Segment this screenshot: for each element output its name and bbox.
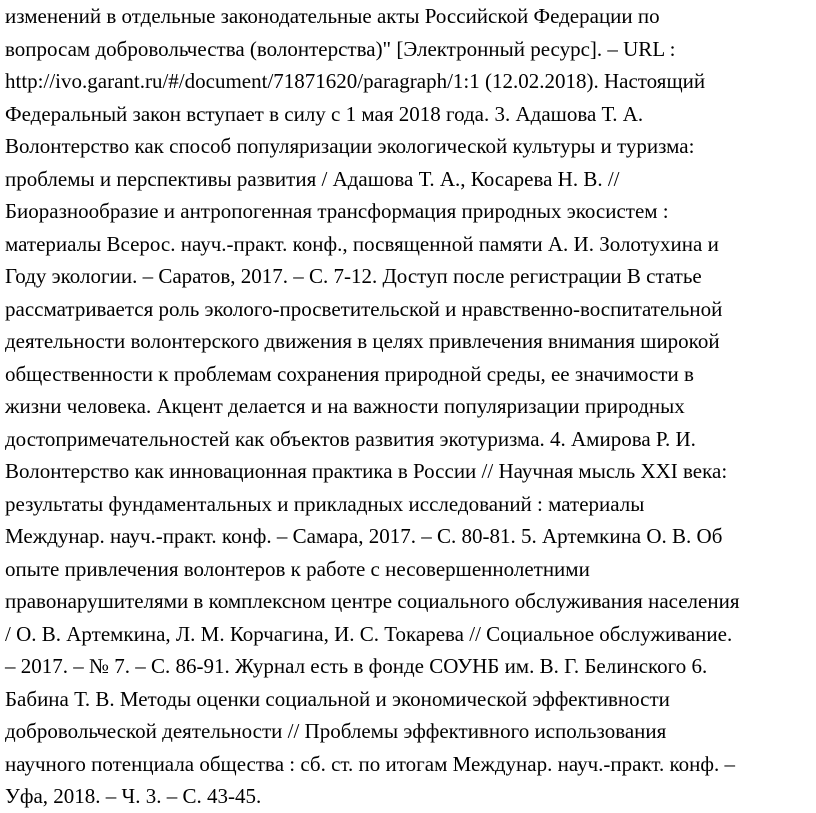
text-line: опыте привлечения волонтеров к работе с несовершеннолетними xyxy=(5,556,590,581)
text-line: общественности к проблемам сохранения природной среды, ее значимости в xyxy=(5,361,694,386)
text-line: деятельности волонтерского движения в целях привлечения внимания широкой xyxy=(5,329,720,353)
text-line: / О. В. Артемкина, Л. М. Корчагина, И. С. Токарева // Социальное обслуживание. xyxy=(5,621,733,646)
text-line: жизни человека. Акцент делается и на важности популяризации природных xyxy=(5,394,685,418)
text-line: рассматривается роль эколого-просветительской и нравственно-воспитательной xyxy=(5,296,723,321)
text-line: Бабина Т. В. Методы оценки социальной и экономической эффективности xyxy=(5,686,670,711)
text-line: результаты фундаментальных и прикладных исследований : материалы xyxy=(5,491,645,516)
text-line: Волонтерство как способ популяризации экологической культуры и туризма: xyxy=(5,134,695,158)
document-body xyxy=(5,0,815,813)
text-line: материалы Всерос. науч.-практ. конф., посвященной памяти А. И. Золотухина и xyxy=(5,231,719,256)
text-line: – 2017. – № 7. – С. 86-91. Журнал есть в фонде СОУНБ им. В. Г. Белинского 6. xyxy=(5,654,708,678)
text-line: Волонтерство как инновационная практика в России // Научная мысль XXI века: xyxy=(5,459,728,483)
text-line: Биоразнообразие и антропогенная трансформация природных экосистем : xyxy=(5,199,669,223)
text-line: Году экологии. – Саратов, 2017. – С. 7-12. Доступ после регистрации В статье xyxy=(5,264,702,288)
text-line: Междунар. науч.-практ. конф. – Самара, 2017. – С. 80-81. 5. Артемкина О. В. Об xyxy=(5,524,723,548)
text-line: проблемы и перспективы развития / Адашова Т. А., Косарева Н. В. // xyxy=(5,166,620,191)
text-line: Уфа, 2018. – Ч. 3. – С. 43-45. xyxy=(5,784,262,808)
text-line: Федеральный закон вступает в силу с 1 мая 2018 года. 3. Адашова Т. А. xyxy=(5,101,644,126)
text-line: правонарушителями в комплексном центре социального обслуживания населения xyxy=(5,589,740,613)
text-line: http://ivo.garant.ru/#/document/71871620/paragraph/1:1 (12.02.2018). Настоящий xyxy=(5,69,706,93)
text-line: добровольческой деятельности // Проблемы эффективного использования xyxy=(5,719,667,743)
text-line: достопримечательностей как объектов развития экотуризма. 4. Амирова Р. И. xyxy=(5,426,696,451)
text-line: вопросам добровольчества (волонтерства)" [Электронный ресурс]. – URL : xyxy=(5,36,676,61)
text-line: изменений в отдельные законодательные акты Российской Федерации по xyxy=(5,4,660,28)
text-line: научного потенциала общества : сб. ст. по итогам Междунар. науч.-практ. конф. – xyxy=(5,751,735,776)
